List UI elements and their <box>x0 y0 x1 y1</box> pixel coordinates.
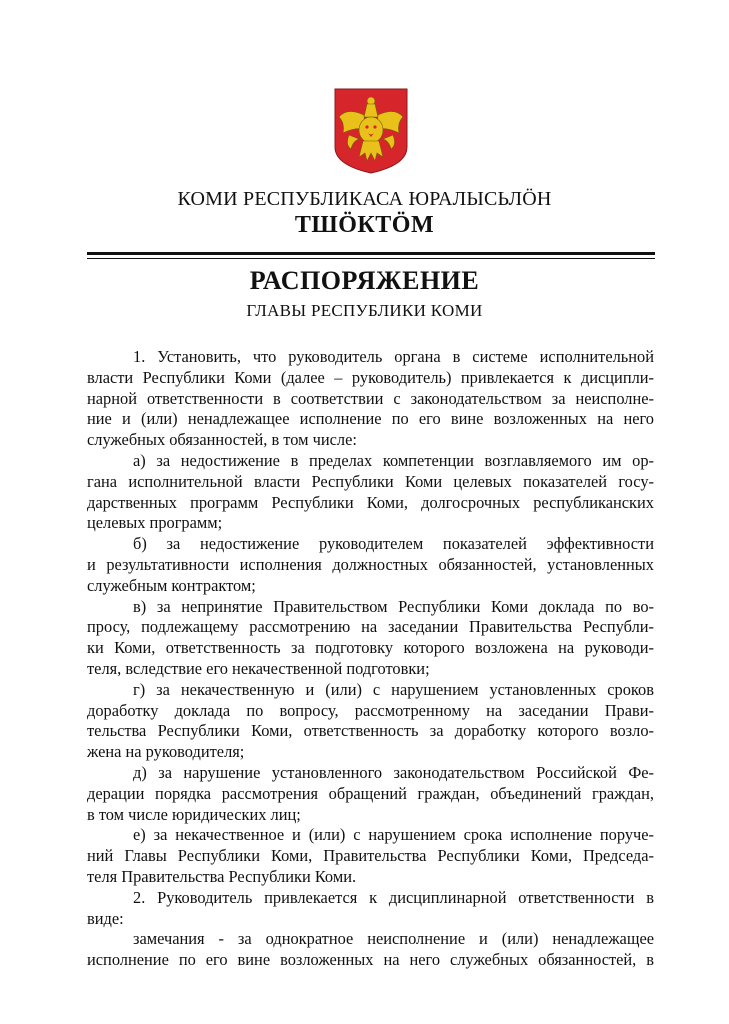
body-line: ние и (или) ненадлежащее исполнение по его вине возложенных на него <box>87 409 654 429</box>
document-subtitle: ГЛАВЫ РЕСПУБЛИКИ КОМИ <box>246 301 483 320</box>
body-line: замечания - за однократное неисполнение и (или) ненадлежащее <box>133 929 654 949</box>
body-line: д) за нарушение установленного законодательством Российской Фе- <box>133 762 654 782</box>
body-line: б) за недостижение руководителем показателей эффективности <box>133 534 654 554</box>
body-line: в) за непринятие Правительством Республики Коми доклада по во- <box>133 596 654 616</box>
body-line: 1. Установить, что руководитель органа в системе исполнительной <box>133 347 654 366</box>
body-line: 2. Руководитель привлекается к дисциплинарной ответственности в <box>133 887 654 907</box>
body-line: целевых программ; <box>87 513 223 533</box>
body-line: власти Республики Коми (далее – руководитель) привлекается к дисципли- <box>87 367 654 387</box>
document-title: РАСПОРЯЖЕНИЕ <box>249 266 480 295</box>
body-line: и результативности исполнения должностных обязанностей, установленных <box>87 554 654 574</box>
body-line: ки Коми, ответственность за подготовку которого возложена на руководи- <box>87 638 654 658</box>
body-line: дерации порядка рассмотрения обращений граждан, объединений граждан, <box>87 783 654 803</box>
body-line: теля, вследствие его некачественной подготовки; <box>87 658 430 678</box>
org-name: КОМИ РЕСПУБЛИКАСА ЮРАЛЫСЬЛӦН <box>177 188 552 210</box>
body-line: дарственных программ Республики Коми, долгосрочных республиканских <box>87 492 654 512</box>
body-line: доработку доклада по вопросу, рассмотренному на заседании Прави- <box>87 700 654 720</box>
body-line: исполнение по его вине возложенных на него служебных обязанностей, в <box>87 950 654 970</box>
body-line: теля Правительства Республики Коми. <box>87 866 357 886</box>
body-line: виде: <box>87 908 124 928</box>
body-line: тельства Республики Коми, ответственность за доработку которого возло- <box>87 721 654 741</box>
body-line: ний Главы Республики Коми, Правительства Республики Коми, Председа- <box>87 846 654 866</box>
doc-type-komi: ТШӦКТӦМ <box>294 212 435 238</box>
body-line: в том числе юридических лиц; <box>87 804 301 824</box>
coat-of-arms-icon <box>333 87 409 175</box>
header-divider-thin <box>87 258 655 259</box>
document-body <box>87 347 654 971</box>
body-line: жена на руководителя; <box>87 742 245 762</box>
body-line: е) за некачественное и (или) с нарушением срока исполнение поруче- <box>133 825 654 845</box>
header-divider-thick <box>87 252 655 255</box>
body-line: служебным контрактом; <box>87 575 256 595</box>
body-line: служебных обязанностей, в том числе: <box>87 430 357 450</box>
body-line: нарной ответственности в соответствии с законодательством за неисполне- <box>87 388 654 408</box>
body-line: гана исполнительной власти Республики Коми целевых показателей госу- <box>87 471 654 491</box>
body-line: г) за некачественную и (или) с нарушением установленных сроков <box>133 679 654 699</box>
body-line: а) за недостижение в пределах компетенции возглавляемого им ор- <box>133 450 654 470</box>
body-line: просу, подлежащему рассмотрению на заседании Правительства Республи- <box>87 617 654 637</box>
